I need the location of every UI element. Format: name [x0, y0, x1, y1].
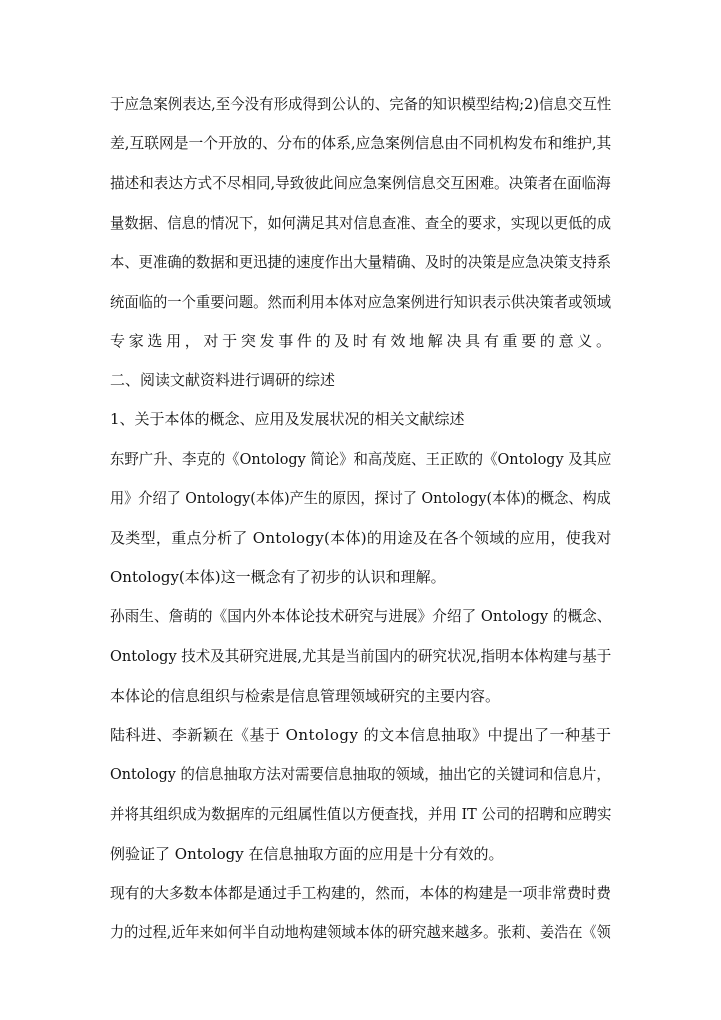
text-line: 专家选用，对于突发事件的及时有效地解决具有重要的意义。: [110, 332, 615, 350]
text-line: 本、更准确的数据和更迅捷的速度作出大量精确、及时的决策是应急决策支持系: [110, 253, 612, 271]
section-heading: 二、阅读文献资料进行调研的综述: [110, 371, 336, 389]
text-line: 描述和表达方式不尽相同,导致彼此间应急案例信息交互困难。决策者在面临海: [110, 174, 611, 192]
text-line: Ontology 技术及其研究进展,尤其是当前国内的研究状况,指明本体构建与基于: [110, 647, 612, 665]
text-line: 于应急案例表达,至今没有形成得到公认的、完备的知识模型结构;2)信息交互性: [110, 95, 612, 113]
text-line: Ontology(本体)这一概念有了初步的认识和理解。: [110, 568, 446, 586]
text-line: 陆科进、李新颖在《基于 Ontology 的文本信息抽取》中提出了一种基于: [110, 726, 612, 744]
text-line: 差,互联网是一个开放的、分布的体系,应急案例信息由不同机构发布和维护,其: [110, 134, 612, 152]
text-line: 并将其组织成为数据库的元组属性值以方便查找，并用 IT 公司的招聘和应聘实: [110, 805, 612, 823]
text-line: 统面临的一个重要问题。然而利用本体对应急案例进行知识表示供决策者或领域: [110, 293, 612, 311]
text-line: Ontology 的信息抽取方法对需要信息抽取的领域，抽出它的关键词和信息片，: [110, 765, 611, 783]
text-line: 现有的大多数本体都是通过手工构建的，然而，本体的构建是一项非常费时费: [110, 884, 612, 902]
text-line: 力的过程,近年来如何半自动地构建领域本体的研究越来越多。张莉、姜浩在《领: [110, 923, 611, 941]
text-line: 量数据、信息的情况下，如何满足其对信息查准、查全的要求，实现以更低的成: [110, 214, 612, 232]
text-line: 用》介绍了 Ontology(本体)产生的原因，探讨了 Ontology(本体)的概念、构成: [110, 489, 611, 507]
subsection-heading: 1、关于本体的概念、应用及发展状况的相关文献综述: [110, 410, 465, 428]
text-line: 东野广升、李克的《Ontology 简论》和高茂庭、王正欧的《Ontology 及其应: [110, 450, 612, 468]
text-line: 例验证了 Ontology 在信息抽取方面的应用是十分有效的。: [110, 845, 504, 863]
text-line: 及类型，重点分析了 Ontology(本体)的用途及在各个领域的应用，使我对: [110, 529, 612, 547]
text-line: 本体论的信息组织与检索是信息管理领域研究的主要内容。: [110, 687, 501, 705]
text-line: 孙雨生、詹萌的《国内外本体论技术研究与进展》介绍了 Ontology 的概念、: [110, 607, 612, 625]
